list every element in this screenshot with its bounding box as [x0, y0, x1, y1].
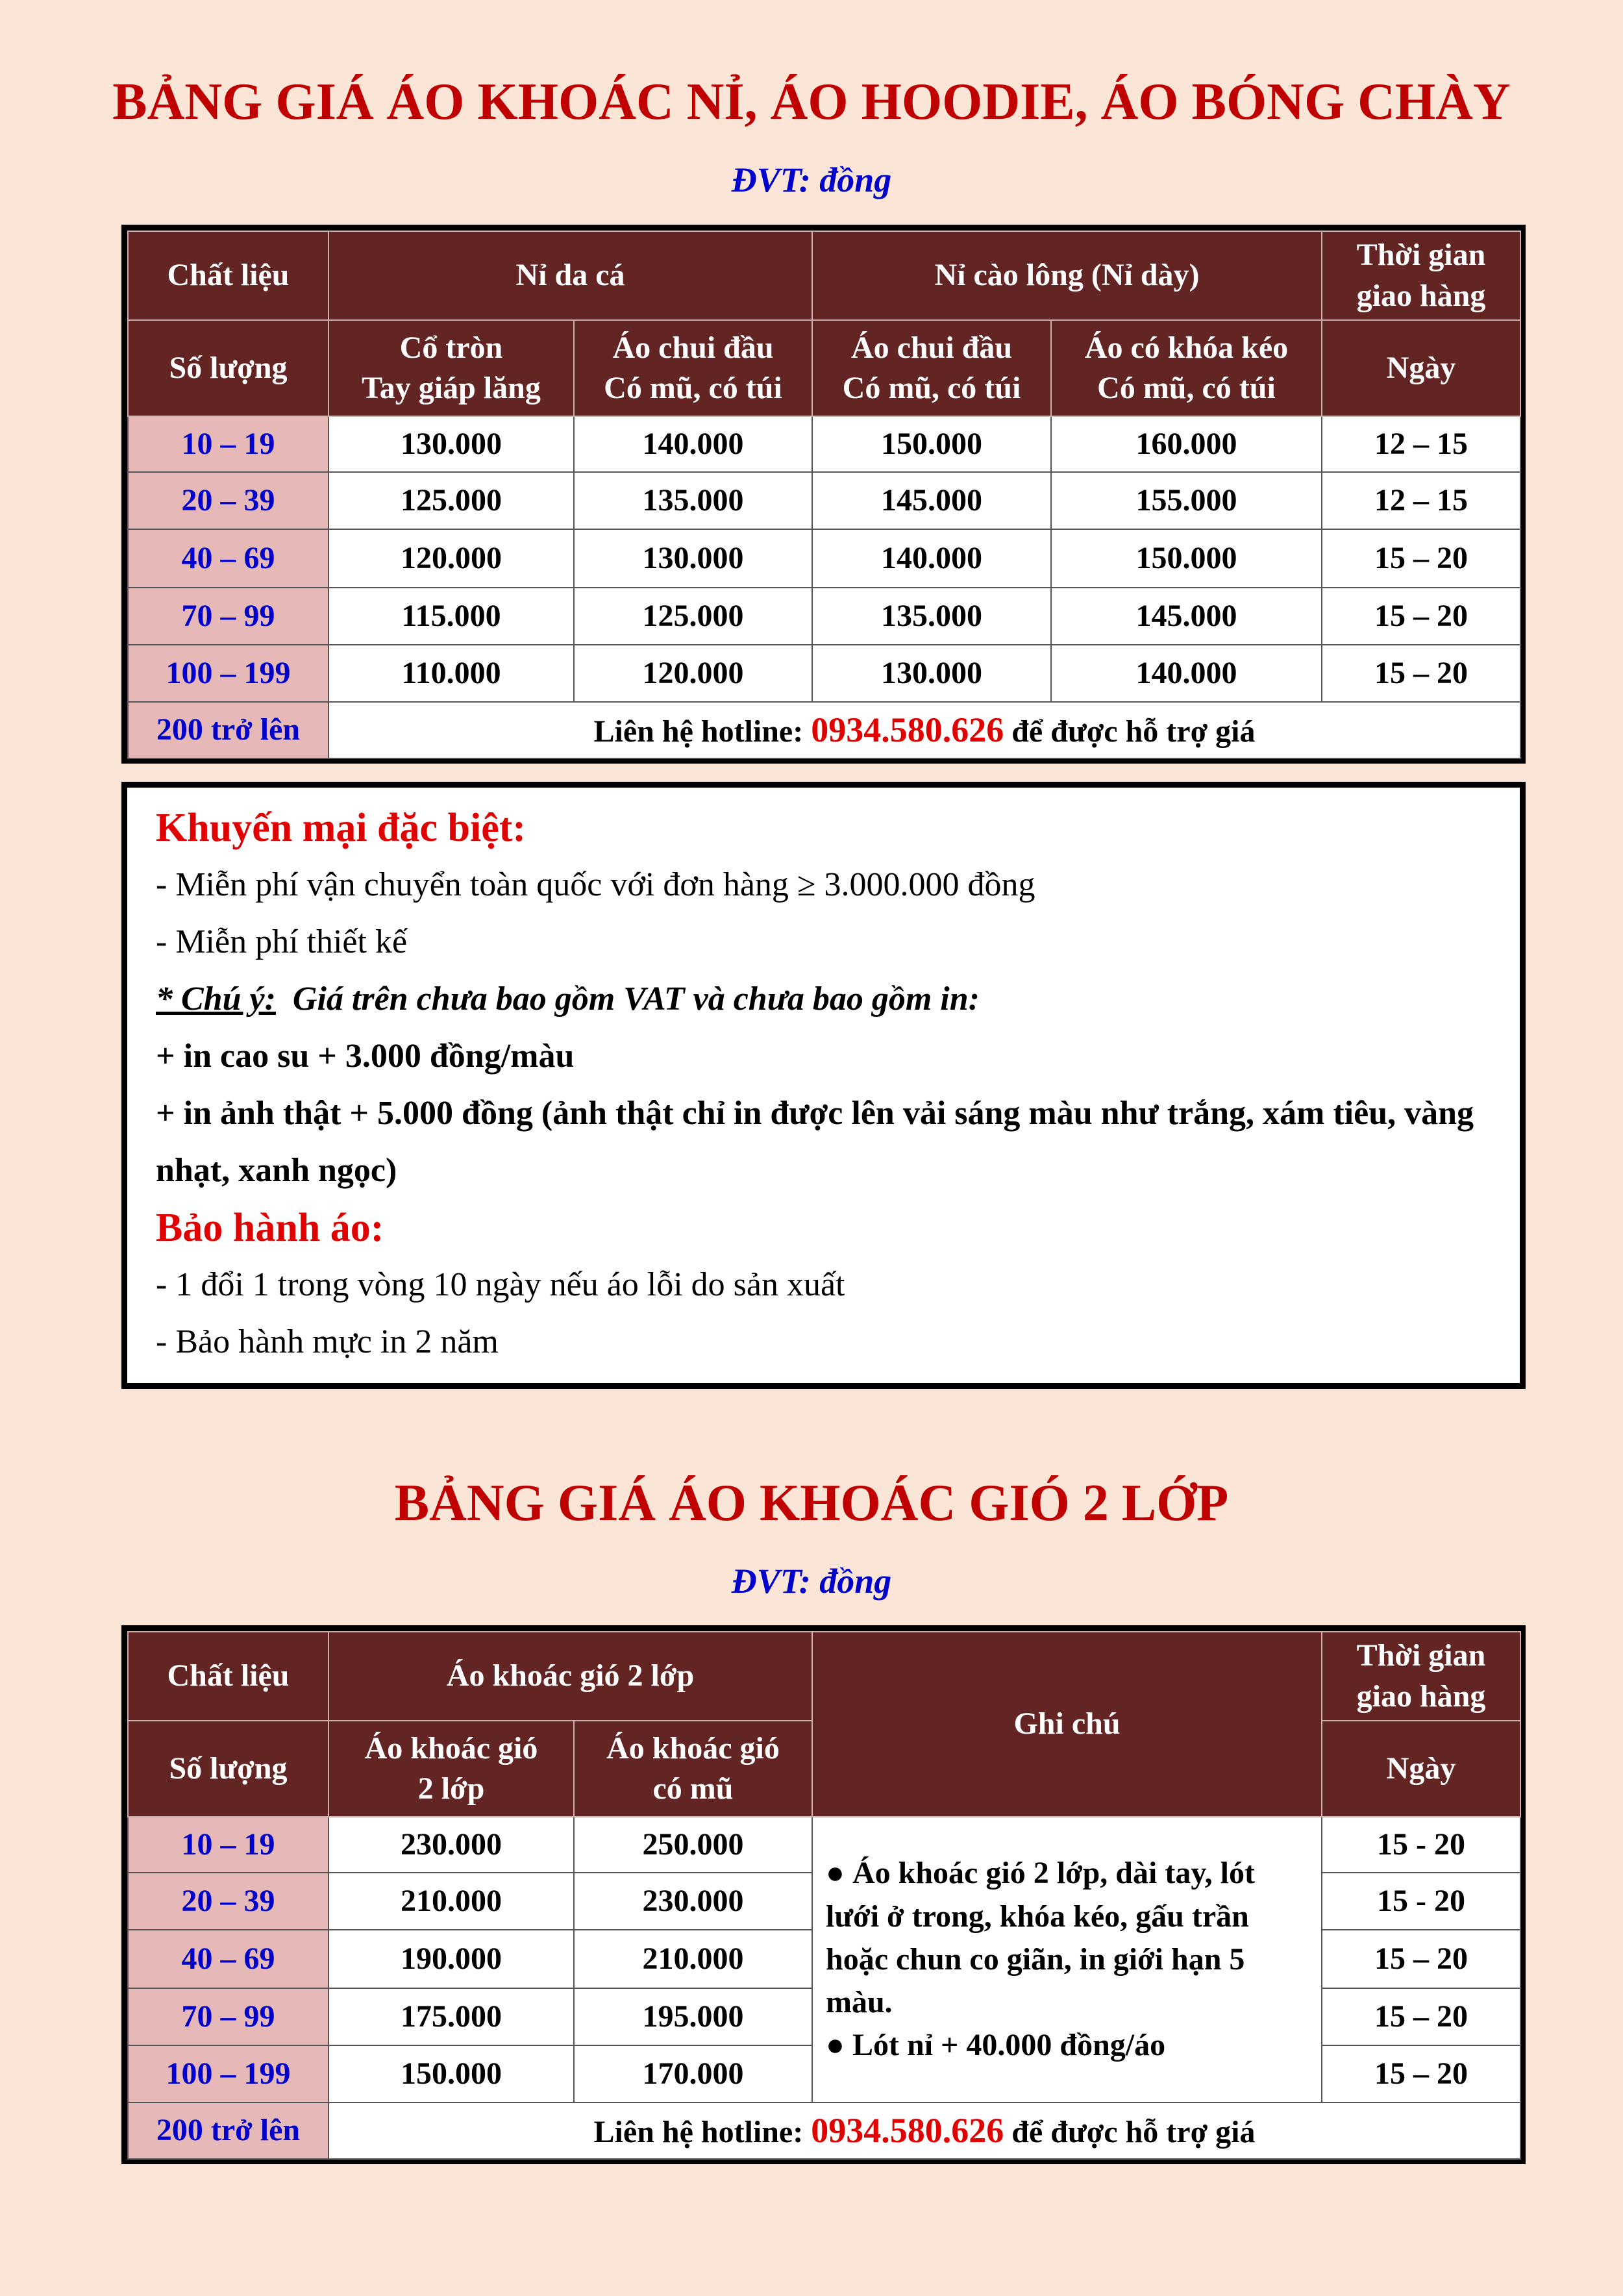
days-cell: 15 – 20 — [1322, 1988, 1520, 2045]
header-group-ni-cao-long: Nỉ cào lông (Nỉ dày) — [812, 231, 1322, 320]
header-group-windbreaker: Áo khoác gió 2 lớp — [328, 1632, 812, 1721]
promo-line-free-design: - Miễn phí thiết kế — [156, 923, 408, 960]
promo-line-free-shipping: - Miễn phí vận chuyển toàn quốc với đơn hàng ≥ 3.000.000 đồng — [156, 866, 1035, 903]
days-cell: 12 – 15 — [1322, 416, 1520, 472]
quantity-cell: 70 – 99 — [128, 1988, 328, 2045]
price-cell: 230.000 — [328, 1817, 574, 1873]
price-cell: 195.000 — [574, 1988, 812, 2045]
days-cell: 15 – 20 — [1322, 529, 1520, 588]
price-cell: 135.000 — [574, 472, 812, 529]
price-cell: 175.000 — [328, 1988, 574, 2045]
price-cell: 210.000 — [328, 1873, 574, 1930]
header-delivery: Thời gian giao hàng — [1322, 231, 1520, 320]
header-material: Chất liệu — [128, 231, 328, 320]
price-cell: 230.000 — [574, 1873, 812, 1930]
promo-heading: Khuyến mại đặc biệt: — [156, 806, 527, 850]
table-row — [128, 588, 1520, 645]
hotline-number[interactable]: 0934.580.626 — [811, 710, 1004, 750]
quantity-cell: 40 – 69 — [128, 1930, 328, 1988]
note-label: * Chú ý: — [156, 980, 276, 1017]
header-delivery: Thời gian giao hàng — [1322, 1632, 1520, 1721]
table-row-contact — [128, 2103, 1520, 2159]
header-days: Ngày — [1322, 320, 1520, 416]
promo-note: * Chú ý: Giá trên chưa bao gồm VAT và chưa bao gồm in: — [156, 980, 980, 1017]
price-cell: 145.000 — [812, 472, 1051, 529]
days-cell: 15 – 20 — [1322, 645, 1520, 702]
days-cell: 15 - 20 — [1322, 1817, 1520, 1873]
price-cell: 130.000 — [812, 645, 1051, 702]
price-cell: 120.000 — [328, 529, 574, 588]
header-quantity: Số lượng — [128, 320, 328, 416]
table2-price-table — [121, 1625, 1526, 2164]
header-col4: Áo có khóa kéo Có mũ, có túi — [1051, 320, 1322, 416]
warranty-heading: Bảo hành áo: — [156, 1206, 384, 1250]
price-cell: 130.000 — [574, 529, 812, 588]
table1-price-table — [121, 225, 1526, 764]
table1-title: BẢNG GIÁ ÁO KHOÁC NỈ, ÁO HOODIE, ÁO BÓNG CHÀY — [112, 73, 1511, 131]
price-cell: 150.000 — [812, 416, 1051, 472]
quantity-cell: 70 – 99 — [128, 588, 328, 645]
table-row — [128, 416, 1520, 472]
price-cell: 160.000 — [1051, 416, 1322, 472]
header-col3: Áo chui đầu Có mũ, có túi — [812, 320, 1051, 416]
quantity-cell: 10 – 19 — [128, 416, 328, 472]
price-cell: 135.000 — [812, 588, 1051, 645]
days-cell: 15 – 20 — [1322, 1930, 1520, 1988]
price-cell: 250.000 — [574, 1817, 812, 1873]
price-cell: 120.000 — [574, 645, 812, 702]
quantity-cell: 100 – 199 — [128, 645, 328, 702]
price-cell: 125.000 — [328, 472, 574, 529]
header-col1: Cổ tròn Tay giáp lăng — [328, 320, 574, 416]
note-cell: ● Áo khoác gió 2 lớp, dài tay, lót lưới ở trong, khóa kéo, gấu trần hoặc chun co giãn, in giới hạn 5 màu. ● Lót nỉ + 40.000 đồng/áo — [812, 1817, 1322, 2103]
table-row — [128, 472, 1520, 529]
table2-unit: ĐVT: đồng — [731, 1562, 892, 1601]
header-col2: Áo chui đầu Có mũ, có túi — [574, 320, 812, 416]
price-cell: 125.000 — [574, 588, 812, 645]
price-cell: 190.000 — [328, 1930, 574, 1988]
hotline-number[interactable]: 0934.580.626 — [811, 2111, 1004, 2151]
price-cell: 210.000 — [574, 1930, 812, 1988]
header-col1: Áo khoác gió 2 lớp — [328, 1721, 574, 1817]
quantity-cell: 100 – 199 — [128, 2045, 328, 2103]
contact-cell: Liên hệ hotline: 0934.580.626 để được hỗ trợ giá — [328, 2103, 1520, 2159]
days-cell: 15 – 20 — [1322, 2045, 1520, 2103]
quantity-cell: 10 – 19 — [128, 1817, 328, 1873]
price-cell: 110.000 — [328, 645, 574, 702]
price-cell: 140.000 — [1051, 645, 1322, 702]
promo-line-rubber-print: + in cao su + 3.000 đồng/màu — [156, 1038, 575, 1075]
warranty-line-ink: - Bảo hành mực in 2 năm — [156, 1323, 499, 1360]
price-cell: 150.000 — [328, 2045, 574, 2103]
price-cell: 140.000 — [812, 529, 1051, 588]
header-col2: Áo khoác gió có mũ — [574, 1721, 812, 1817]
header-quantity: Số lượng — [128, 1721, 328, 1817]
table1-unit: ĐVT: đồng — [731, 160, 892, 199]
price-cell: 140.000 — [574, 416, 812, 472]
table-row — [128, 1817, 1520, 1873]
price-cell: 155.000 — [1051, 472, 1322, 529]
promo-line-photo-print: + in ảnh thật + 5.000 đồng (ảnh thật chỉ in được lên vải sáng màu như trắng, xám tiêu, vàng nhạt, xanh ngọc) — [156, 1095, 1474, 1189]
table2-title: BẢNG GIÁ ÁO KHOÁC GIÓ 2 LỚP — [394, 1475, 1229, 1532]
price-cell: 130.000 — [328, 416, 574, 472]
price-cell: 170.000 — [574, 2045, 812, 2103]
quantity-cell: 200 trở lên — [128, 2103, 328, 2159]
quantity-cell: 20 – 39 — [128, 1873, 328, 1930]
contact-cell: Liên hệ hotline: 0934.580.626 để được hỗ trợ giá — [328, 702, 1520, 758]
price-cell: 115.000 — [328, 588, 574, 645]
quantity-cell: 200 trở lên — [128, 702, 328, 758]
table-row — [128, 645, 1520, 702]
table-row — [128, 529, 1520, 588]
days-cell: 12 – 15 — [1322, 472, 1520, 529]
header-days: Ngày — [1322, 1721, 1520, 1817]
table-row-contact — [128, 702, 1520, 758]
header-group-ni-da-ca: Nỉ da cá — [328, 231, 812, 320]
days-cell: 15 – 20 — [1322, 588, 1520, 645]
header-note: Ghi chú — [812, 1632, 1322, 1817]
quantity-cell: 20 – 39 — [128, 472, 328, 529]
promotion-box — [121, 782, 1526, 1389]
warranty-line-exchange: - 1 đổi 1 trong vòng 10 ngày nếu áo lỗi do sản xuất — [156, 1266, 845, 1303]
header-material: Chất liệu — [128, 1632, 328, 1721]
days-cell: 15 - 20 — [1322, 1873, 1520, 1930]
price-cell: 145.000 — [1051, 588, 1322, 645]
price-cell: 150.000 — [1051, 529, 1322, 588]
quantity-cell: 40 – 69 — [128, 529, 328, 588]
